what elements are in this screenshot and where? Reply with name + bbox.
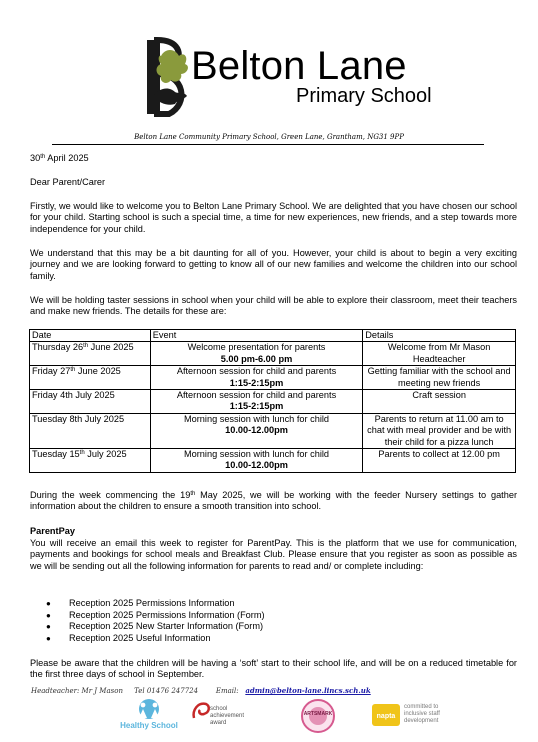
parentpay-heading: ParentPay [30, 526, 75, 536]
information-list [46, 598, 265, 644]
napta-label: napta [376, 713, 396, 720]
list-item: ● Reception 2025 Useful Information [46, 632, 211, 643]
header-divider [52, 144, 484, 145]
row-event: Afternoon session for child and parents 1:15-2:15pm [150, 390, 363, 414]
healthy-school-label: Healthy School [120, 721, 178, 730]
paragraph-taster-sessions: We will be holding taster sessions in school when your child will be able to explore their classroom, meet their teachers and make new friends. The details for these are: [30, 295, 517, 317]
list-item: ● Reception 2025 New Starter Information (Form) [46, 621, 264, 632]
row-date: Friday 4th July 2025 [30, 390, 151, 414]
napta-badge [372, 698, 442, 734]
footer-tel: Tel 01476 247724 [134, 687, 199, 695]
logo-emblem-icon [135, 34, 195, 122]
row-details: Getting familiar with the school and meeting new friends [363, 366, 516, 390]
list-item: ● Reception 2025 Permissions Information (Form) [46, 609, 265, 620]
row-details: Welcome from Mr Mason Headteacher [363, 342, 516, 366]
paragraph-parentpay: You will receive an email this week to register for ParentPay. This is the platform that we use for communication, payments and bookings for school meals and Breakfast Club. Please ensure that you register as soon as possible as we will be sending out all the following information for parents to read and/ or complete including: [30, 538, 517, 571]
footer-email-link[interactable]: admin@belton-lane.lincs.sch.uk [245, 686, 371, 695]
achievement-label: school achievement award [210, 706, 245, 726]
row-event: Morning session with lunch for child 10.00-12.00pm [150, 449, 363, 473]
footer-contact [31, 686, 371, 695]
bullet-icon: ● [46, 610, 51, 620]
table-header-row [30, 330, 516, 342]
paragraph-nursery: During the week commencing the 19th May 2025, we will be working with the feeder Nursery settings to gather information about the children to ensure a smooth transition into school. [30, 490, 518, 512]
list-item: ● Reception 2025 Permissions Information [46, 598, 235, 608]
row-date: Tuesday 8th July 2025 [30, 413, 151, 448]
row-date: Tuesday 15th July 2025 [30, 449, 151, 473]
letter-date: 30th April 2025 [30, 153, 89, 163]
header-details: Details [363, 330, 516, 342]
school-subtitle: Primary School [296, 85, 432, 107]
row-details: Craft session [363, 390, 516, 414]
header-date: Date [30, 330, 151, 342]
row-event: Morning session with lunch for child 10.00-12.00pm [150, 413, 363, 448]
table-row [30, 449, 516, 473]
row-details: Parents to return at 11.00 am to chat with meal provider and be with their child for a pizza lunch [363, 413, 516, 448]
artsmark-badge [298, 698, 338, 734]
header-event: Event [150, 330, 363, 342]
table-row [30, 413, 516, 448]
achievement-swirl-icon [190, 700, 212, 722]
school-address: Belton Lane Community Primary School, Green Lane, Grantham, NG31 9PP [134, 133, 404, 141]
row-date: Friday 27th June 2025 [30, 366, 151, 390]
table-row [30, 390, 516, 414]
bullet-icon: ● [46, 599, 51, 608]
napta-box [372, 704, 400, 726]
row-event: Welcome presentation for parents 5.00 pm-6.00 pm [150, 342, 363, 366]
artsmark-label: ARTSMARK [303, 711, 333, 717]
table-row [30, 342, 516, 366]
healthy-school-icon [129, 698, 169, 720]
table-row [30, 366, 516, 390]
row-details: Parents to collect at 12.00 pm [363, 449, 516, 473]
healthy-school-badge [112, 698, 186, 734]
paragraph-journey: We understand that this may be a bit daunting for all of you. However, your child is about to begin a very exciting journey and we are looking forward to getting to know all of our new families and welcome the children into our school family. [30, 248, 517, 281]
napta-note: committed to inclusive staff development [404, 704, 440, 724]
row-date: Thursday 26th June 2025 [30, 342, 151, 366]
row-event: Afternoon session for child and parents 1:15-2:15pm [150, 366, 363, 390]
salutation: Dear Parent/Carer [30, 177, 106, 187]
school-name: Belton Lane [191, 44, 407, 88]
bullet-icon: ● [46, 633, 51, 643]
footer-headteacher: Headteacher: Mr J Mason [31, 687, 123, 695]
footer-email-label: Email: [215, 687, 239, 695]
school-achievement-badge [190, 698, 246, 734]
taster-sessions-table [29, 329, 516, 473]
paragraph-welcome: Firstly, we would like to welcome you to Belton Lane Primary School. We are delighted that you have chosen our school for your child. Starting school is such a special time, a time for new experiences, new friends, and a step towards more independence for your child. [30, 201, 517, 234]
paragraph-soft-start: Please be aware that the children will be having a ‘soft’ start to their school life, and will be on a reduced timetable for the first three days of school in September. [30, 658, 517, 680]
bullet-icon: ● [46, 622, 51, 632]
